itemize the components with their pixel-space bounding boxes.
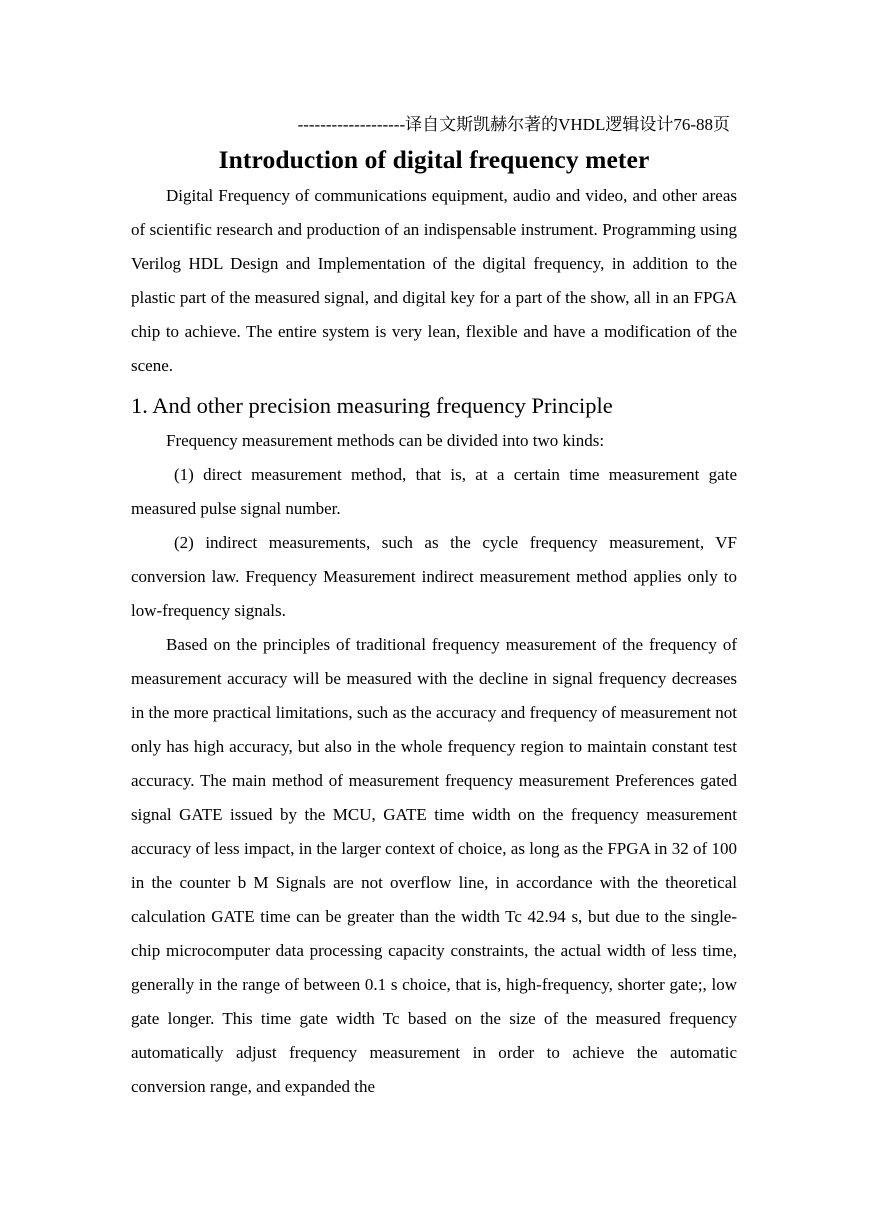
source-line: -------------------译自文斯凯赫尔著的VHDL逻辑设计76-88页 (297, 115, 730, 134)
body-paragraph: Based on the principles of traditional frequency measurement of the frequency of measurement accuracy will be measured with the decline in signal frequency decreases in the more practical limitations, such as the accuracy and frequency of measurement not only has high accuracy, but also in the whole frequency region to maintain constant test accuracy. The main method of measurement frequency measurement Preferences gated signal GATE issued by the MCU, GATE time width on the frequency measurement accuracy of less impact, in the larger context of choice, as long as the FPGA in 32 of 100 in the counter b M Signals are not overflow line, in accordance with the theoretical calculation GATE time can be greater than the width Tc 42.94 s, but due to the single-chip microcomputer data processing capacity constraints, the actual width of less time, generally in the range of between 0.1 s choice, that is, high-frequency, shorter gate;, low gate longer. This time gate width Tc based on the size of the measured frequency automatically adjust frequency measurement in order to achieve the automatic conversion range, and expanded the (131, 635, 737, 1096)
intro-paragraph: Digital Frequency of communications equipment, audio and video, and other areas of scientific research and production of an indispensable instrument. Programming using Verilog HDL Design and Implementation of the digital frequency, in addition to the plastic part of the measured signal, and digital key for a part of the show, all in an FPGA chip to achieve. The entire system is very lean, flexible and have a modification of the scene. (131, 186, 737, 375)
list-item: (1) direct measurement method, that is, at a certain time measurement gate measured pulse signal number. (131, 465, 737, 518)
section-lead-paragraph: Frequency measurement methods can be divided into two kinds: (166, 431, 605, 450)
document-page (131, 113, 737, 1104)
list-item: (2) indirect measurements, such as the cycle frequency measurement, VF conversion law. Frequency Measurement indirect measurement method applies only to low-frequency signals. (131, 533, 737, 620)
section-heading: 1. And other precision measuring frequency Principle (131, 393, 613, 418)
document-title: Introduction of digital frequency meter (218, 145, 650, 174)
